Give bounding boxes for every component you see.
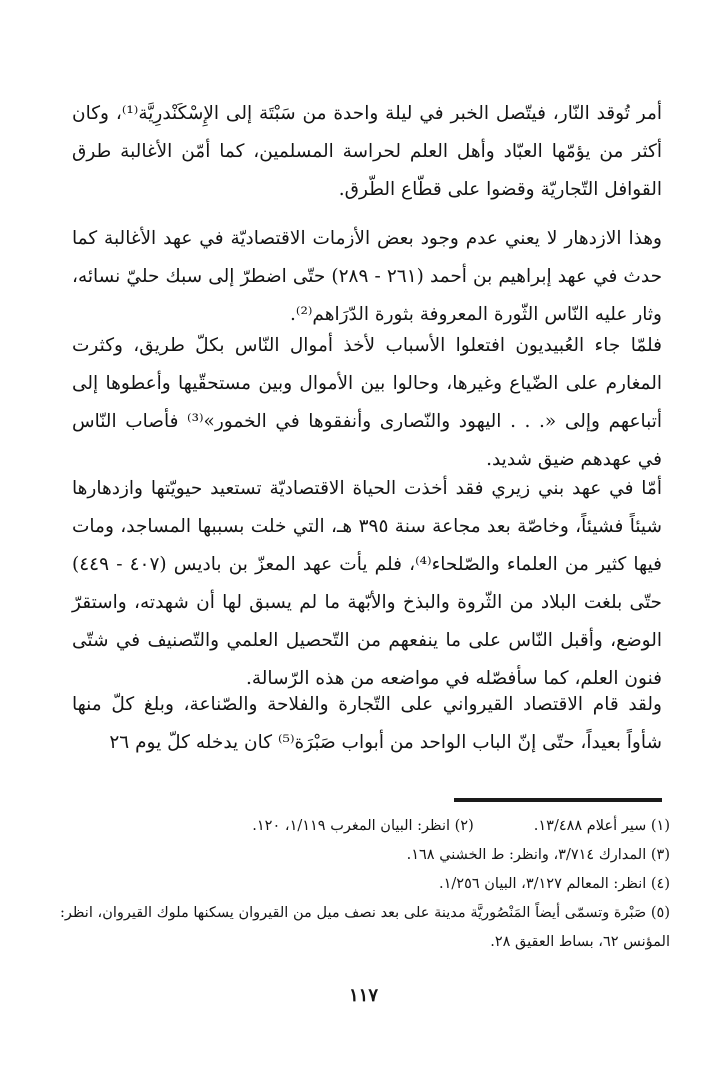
paragraph-text: أمر تُوقد النّار، فيتّصل الخبر في ليلة واحدة من سَبْتَة إلى الإِسْكَنْدرِيَّة⁽¹⁾، وكان أكثر من يؤمّها العبّاد وأهل العلم لحراسة المسلمين، كما أمّن الأغالبة طرق القوافل التّجاريّة وقضوا على قطّاع الطّرق. [72, 103, 663, 200]
body-paragraph-4 [72, 470, 662, 698]
body-paragraph-3 [72, 327, 662, 479]
footnote-1: (١) سير أعلام ١٣/٤٨٨. [533, 818, 670, 834]
footnote-5: (٥) صَبْرة وتسمّى أيضاً المَنْصُوريَّة مدينة على بعد نصف ميل من القيروان يسكنها ملوك القيروان، انظر: المؤنس ٦٢، بساط العقيق ٢٨. [60, 905, 670, 950]
page-number: ١١٧ [348, 985, 378, 1006]
paragraph-text: أمّا في عهد بني زيري فقد أخذت الحياة الاقتصاديّة تستعيد حيويّتها وازدهارها شيئاً فشيئاً، وخاصّة بعد مجاعة سنة ٣٩٥ هـ، التي خلت بسببها المساجد، ومات فيها كثير من العلماء والصّلحاء⁽⁴⁾، فلم يأت عهد المعزّ بن باديس (٤٠٧ - ٤٤٩) حتّى بلغت البلاد من الثّروة والبذخ والأبّهة ما لم يسبق لها أن شهدته، واستقرّ الوضع، وأقبل النّاس على ما ينفعهم من التّحصيل العلمي والتّصنيف في شتّى فنون العلم، كما سأفصّله في مواضعه من هذه الرّسالة. [72, 478, 663, 689]
body-paragraph-5 [72, 686, 662, 762]
paragraph-text: وهذا الازدهار لا يعني عدم وجود بعض الأزمات الاقتصاديّة في عهد الأغالبة كما حدث في عهد إبراهيم بن أحمد (٢٦١ - ٢٨٩) حتّى اضطرّ إلى سبك حليّ نسائه، وثار عليه النّاس الثّورة المعروفة بثورة الدّرَاهم⁽²⁾. [72, 228, 662, 325]
paragraph-text: فلمّا جاء العُبيديون افتعلوا الأسباب لأخذ أموال النّاس بكلّ طريق، وكثرت المغارم على الضّياع وغيرها، وحالوا بين الأموال وبين مستحقّيها وأعطوها إلى أتباعهم وإلى «. . . اليهود والنّصارى وأنفقوها في الخمور»⁽³⁾ فأصاب النّاس في عهدهم ضيق شديد. [72, 335, 662, 470]
body-paragraph-2 [72, 220, 662, 334]
footnote-separator [454, 798, 662, 802]
footnotes-section [60, 812, 670, 957]
footnote-4: (٤) انظر: المعالم ٣/١٢٧، البيان ١/٢٥٦. [439, 876, 670, 892]
paragraph-text: ولقد قام الاقتصاد القيرواني على التّجارة والفلاحة والصّناعة، وبلغ كلّ منها شأواً بعيداً، حتّى إنّ الباب الواحد من أبواب صَبْرَة⁽⁵⁾ كان يدخله كلّ يوم ٢٦ [72, 694, 662, 753]
footnote-2: (٢) انظر: البيان المغرب ١/١١٩، ١٢٠. [252, 818, 474, 834]
footnote-row [60, 812, 670, 841]
footnote-3: (٣) المدارك ٣/٧١٤، وانظر: ط الخشني ١٦٨. [406, 847, 670, 863]
body-paragraph-1 [72, 95, 662, 209]
